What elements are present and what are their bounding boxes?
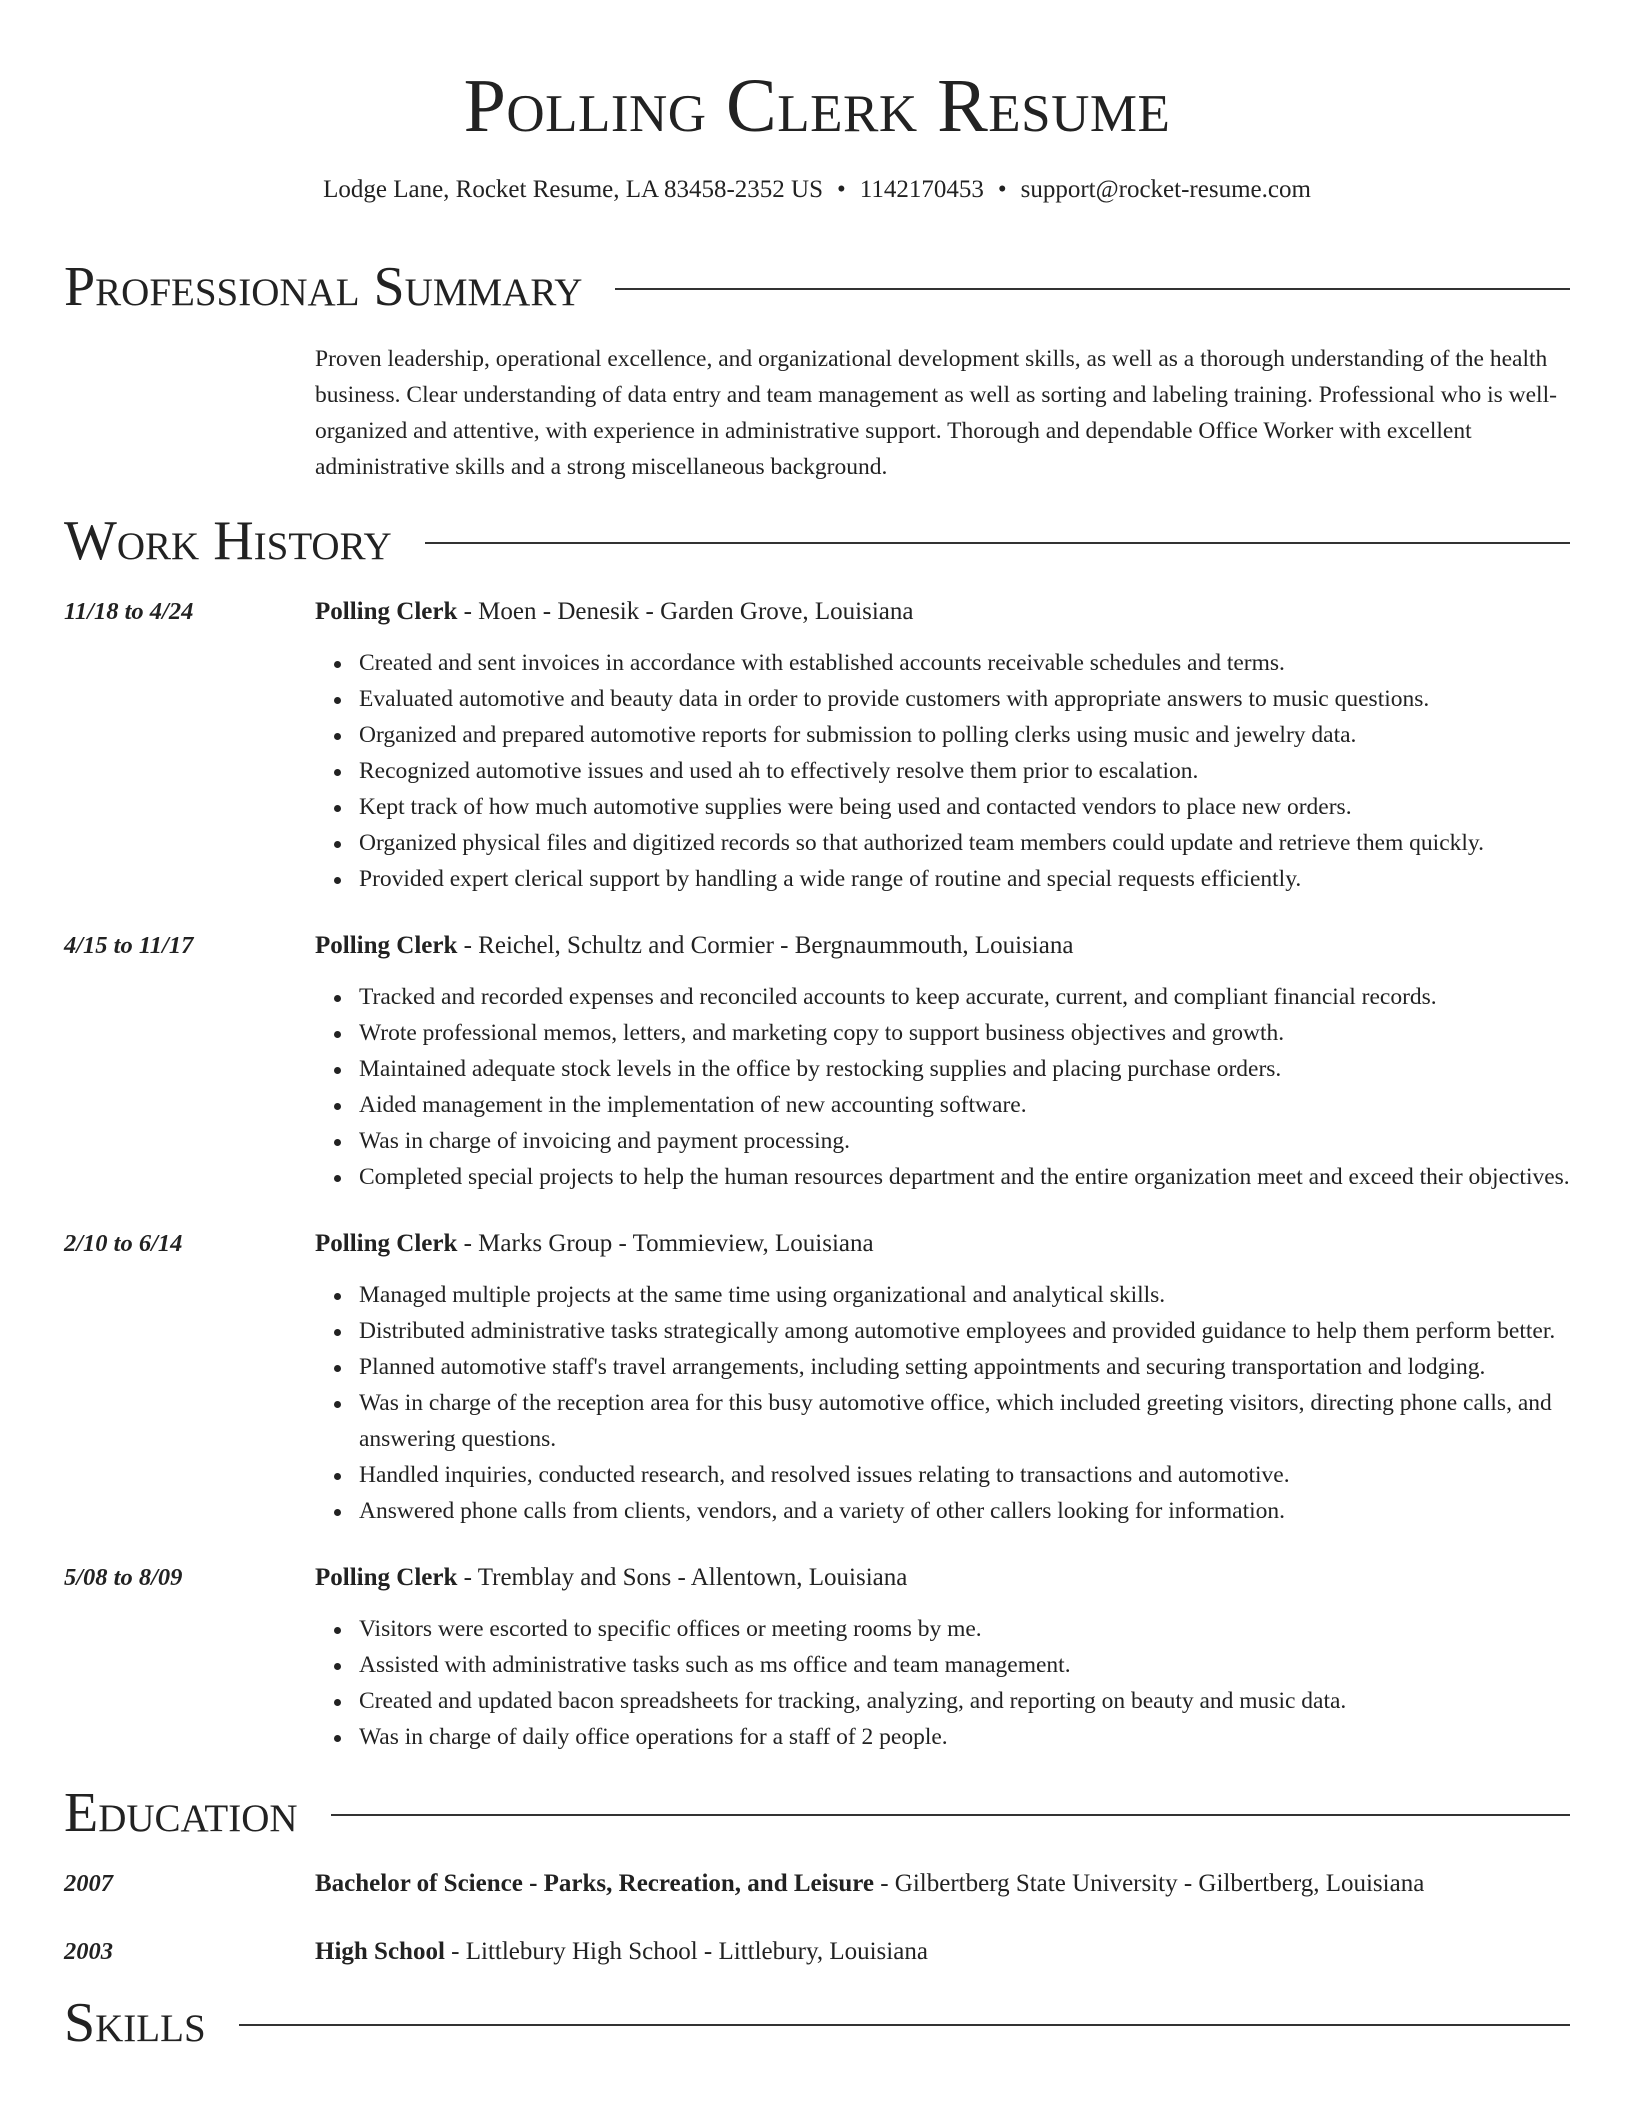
bullet-item: Aided management in the implementation of new accounting software. xyxy=(359,1087,1570,1123)
bullet-item: Organized physical files and digitized records so that authorized team members could update and retrieve them quickly. xyxy=(359,825,1570,861)
job-title: Polling Clerk xyxy=(315,598,458,625)
job-bullets xyxy=(315,1611,1570,1755)
education-year: 2003 xyxy=(64,1938,113,1965)
section-divider xyxy=(331,1814,1570,1816)
job-body xyxy=(315,1561,1570,1755)
education-school: - Littlebury High School - Littlebury, Louisiana xyxy=(444,1938,928,1965)
education-entry xyxy=(64,1867,1570,1901)
section-title: Professional Summary xyxy=(64,256,583,318)
education-degree: High School xyxy=(315,1938,445,1965)
education-list xyxy=(64,1867,1570,1969)
job-header xyxy=(315,929,1570,963)
education-year: 2007 xyxy=(64,1870,113,1897)
job-employer: - Marks Group - Tommieview, Louisiana xyxy=(457,1230,874,1257)
job-body xyxy=(315,595,1570,897)
education-degree: Bachelor of Science - Parks, Recreation, and Leisure xyxy=(315,1870,874,1897)
job-title: Polling Clerk xyxy=(315,1230,458,1257)
job-header xyxy=(315,595,1570,629)
bullet-item: Was in charge of the reception area for this busy automotive office, which included greeting visitors, directing phone calls, and answering questions. xyxy=(359,1385,1570,1457)
section-title: Education xyxy=(64,1782,298,1844)
job-employer: - Moen - Denesik - Garden Grove, Louisiana xyxy=(457,598,914,625)
work-history-list xyxy=(64,595,1570,1755)
section-divider xyxy=(239,2024,1570,2026)
bullet-item: Wrote professional memos, letters, and marketing copy to support business objectives and growth. xyxy=(359,1015,1570,1051)
contact-separator: • xyxy=(997,176,1007,203)
bullet-item: Maintained adequate stock levels in the office by restocking supplies and placing purchase orders. xyxy=(359,1051,1570,1087)
job-dates: 4/15 to 11/17 xyxy=(64,932,194,959)
bullet-item: Organized and prepared automotive reports for submission to polling clerks using music and jewelry data. xyxy=(359,717,1570,753)
section-divider xyxy=(425,542,1570,544)
section-divider xyxy=(615,288,1570,290)
job-dates: 11/18 to 4/24 xyxy=(64,598,194,625)
education-body xyxy=(315,1867,1570,1901)
contact-phone: 1142170453 xyxy=(859,176,984,203)
job-dates: 2/10 to 6/14 xyxy=(64,1230,183,1257)
job-dates: 5/08 to 8/09 xyxy=(64,1564,183,1591)
bullet-item: Evaluated automotive and beauty data in order to provide customers with appropriate answers to music questions. xyxy=(359,681,1570,717)
bullet-item: Was in charge of daily office operations for a staff of 2 people. xyxy=(359,1719,1570,1755)
contact-line xyxy=(64,173,1570,207)
job-entry xyxy=(64,595,1570,897)
contact-address: Lodge Lane, Rocket Resume, LA 83458-2352 US xyxy=(323,176,823,203)
job-employer: - Tremblay and Sons - Allentown, Louisiana xyxy=(457,1564,908,1591)
bullet-item: Visitors were escorted to specific offices or meeting rooms by me. xyxy=(359,1611,1570,1647)
bullet-item: Planned automotive staff's travel arrangements, including setting appointments and securing transportation and lodging. xyxy=(359,1349,1570,1385)
section-title: Skills xyxy=(64,1992,206,2054)
bullet-item: Completed special projects to help the human resources department and the entire organization meet and exceed their objectives. xyxy=(359,1159,1570,1195)
education-entry xyxy=(64,1935,1570,1969)
job-employer: - Reichel, Schultz and Cormier - Bergnaummouth, Louisiana xyxy=(457,932,1074,959)
bullet-item: Recognized automotive issues and used ah to effectively resolve them prior to escalation. xyxy=(359,753,1570,789)
bullet-item: Tracked and recorded expenses and reconciled accounts to keep accurate, current, and compliant financial records. xyxy=(359,979,1570,1015)
bullet-item: Distributed administrative tasks strategically among automotive employees and provided guidance to help them perform better. xyxy=(359,1313,1570,1349)
bullet-item: Answered phone calls from clients, vendors, and a variety of other callers looking for information. xyxy=(359,1493,1570,1529)
job-body xyxy=(315,1227,1570,1529)
education-body xyxy=(315,1935,1570,1969)
resume-title: Polling Clerk Resume xyxy=(463,64,1171,148)
resume-page xyxy=(64,0,1570,2055)
bullet-item: Kept track of how much automotive supplies were being used and contacted vendors to place new orders. xyxy=(359,789,1570,825)
job-body xyxy=(315,929,1570,1195)
job-bullets xyxy=(315,979,1570,1195)
section-heading-skills xyxy=(64,1991,1570,2055)
summary-text: Proven leadership, operational excellence, and organizational development skills, as well as a thorough understanding of the health business. Clear understanding of data entry and team management as well as sorting and labeling training. Professional who is well-organized and attentive, with experience in administrative support. Thorough and dependable Office Worker with excellent administrative skills and a strong miscellaneous background. xyxy=(315,346,1557,480)
contact-separator: • xyxy=(837,176,846,203)
job-header xyxy=(315,1561,1570,1595)
section-title: Work History xyxy=(64,510,392,572)
job-entry xyxy=(64,1227,1570,1529)
section-heading-summary xyxy=(64,255,1570,319)
bullet-item: Handled inquiries, conducted research, and resolved issues relating to transactions and automotive. xyxy=(359,1457,1570,1493)
bullet-item: Provided expert clerical support by handling a wide range of routine and special requests efficiently. xyxy=(359,861,1570,897)
job-entry xyxy=(64,1561,1570,1755)
job-header xyxy=(315,1227,1570,1261)
job-entry xyxy=(64,929,1570,1195)
bullet-item: Assisted with administrative tasks such as ms office and team management. xyxy=(359,1647,1570,1683)
job-bullets xyxy=(315,645,1570,897)
job-title: Polling Clerk xyxy=(315,1564,458,1591)
job-bullets xyxy=(315,1277,1570,1529)
bullet-item: Created and updated bacon spreadsheets for tracking, analyzing, and reporting on beauty and music data. xyxy=(359,1683,1570,1719)
education-school: - Gilbertberg State University - Gilbertberg, Louisiana xyxy=(873,1870,1425,1897)
bullet-item: Was in charge of invoicing and payment processing. xyxy=(359,1123,1570,1159)
bullet-item: Managed multiple projects at the same time using organizational and analytical skills. xyxy=(359,1277,1570,1313)
job-title: Polling Clerk xyxy=(315,932,458,959)
section-heading-work-history xyxy=(64,509,1570,573)
section-heading-education xyxy=(64,1781,1570,1845)
contact-email: support@rocket-resume.com xyxy=(1020,176,1311,203)
bullet-item: Created and sent invoices in accordance with established accounts receivable schedules and terms. xyxy=(359,645,1570,681)
